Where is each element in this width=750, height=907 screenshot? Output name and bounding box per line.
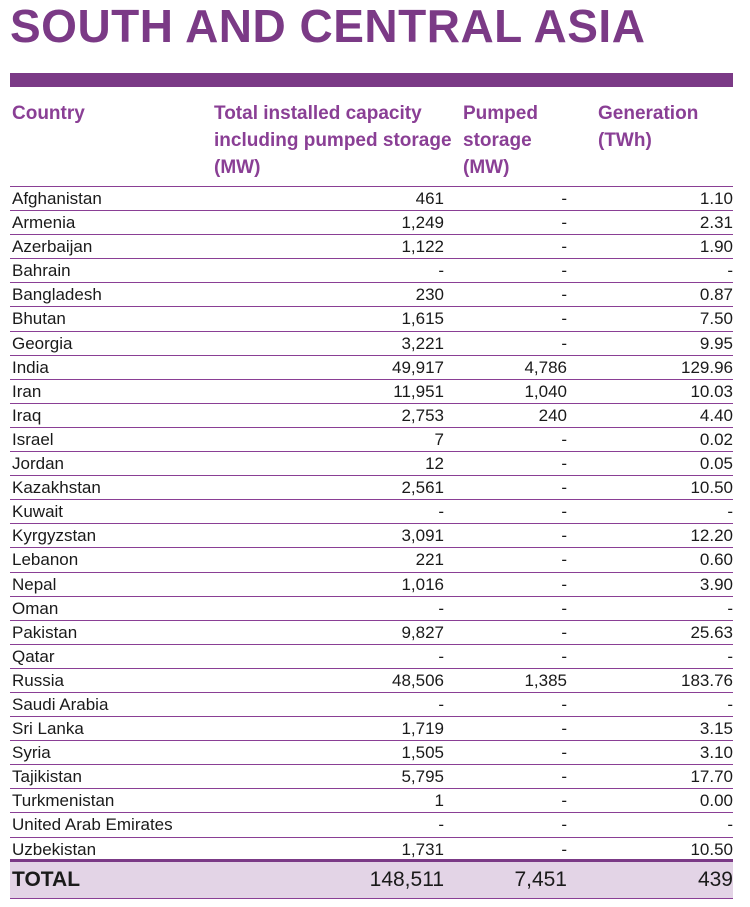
cell-pumped-storage: - xyxy=(561,791,567,811)
cell-generation: 25.63 xyxy=(690,622,733,642)
header-generation: Generation (TWh) xyxy=(598,103,699,151)
header-pumped-storage: Pumped storage (MW) xyxy=(463,103,538,178)
cell-total-capacity: 48,506 xyxy=(392,670,444,690)
total-capacity-value: 148,511 xyxy=(369,868,444,891)
cell-total-capacity: - xyxy=(438,694,444,714)
cell-generation: 0.00 xyxy=(699,791,733,811)
cell-generation: 10.50 xyxy=(690,478,733,498)
cell-pumped-storage: - xyxy=(561,261,567,281)
cell-generation: 3.90 xyxy=(699,574,733,594)
table-row xyxy=(10,211,733,235)
table-row xyxy=(10,813,733,837)
cell-pumped-storage: - xyxy=(561,502,567,522)
cell-pumped-storage: - xyxy=(561,478,567,498)
cell-country: Bhutan xyxy=(12,309,66,329)
cell-generation: 2.31 xyxy=(699,213,733,233)
table-row xyxy=(10,500,733,524)
cell-pumped-storage: - xyxy=(561,598,567,618)
cell-pumped-storage: - xyxy=(561,429,567,449)
cell-total-capacity: 11,951 xyxy=(393,381,444,401)
cell-country: Qatar xyxy=(12,646,55,666)
cell-country: United Arab Emirates xyxy=(12,815,173,835)
cell-generation: 10.03 xyxy=(690,381,733,401)
cell-generation: 4.40 xyxy=(699,405,733,425)
cell-total-capacity: 1,505 xyxy=(401,743,444,763)
cell-total-capacity: 49,917 xyxy=(392,357,444,377)
cell-generation: - xyxy=(727,598,733,618)
table-body xyxy=(10,186,733,862)
table-row xyxy=(10,621,733,645)
table-total-row xyxy=(10,859,733,899)
cell-generation: 17.70 xyxy=(690,767,733,787)
cell-country: Bahrain xyxy=(12,261,71,281)
cell-country: Saudi Arabia xyxy=(12,694,109,714)
cell-pumped-storage: - xyxy=(561,694,567,714)
cell-generation: 9.95 xyxy=(699,333,733,353)
table-row xyxy=(10,838,733,862)
cell-generation: - xyxy=(727,646,733,666)
cell-pumped-storage: 1,385 xyxy=(524,670,567,690)
cell-total-capacity: 9,827 xyxy=(401,622,444,642)
cell-total-capacity: 3,221 xyxy=(401,333,444,353)
table-row xyxy=(10,741,733,765)
cell-total-capacity: 1,016 xyxy=(401,574,444,594)
cell-country: Turkmenistan xyxy=(12,791,115,811)
cell-country: Lebanon xyxy=(12,550,79,570)
cell-pumped-storage: - xyxy=(561,285,567,305)
table-row xyxy=(10,524,733,548)
cell-pumped-storage: - xyxy=(561,622,567,642)
cell-total-capacity: 3,091 xyxy=(401,526,444,546)
cell-generation: 1.10 xyxy=(699,189,733,208)
cell-total-capacity: 1,122 xyxy=(401,237,444,257)
cell-country: Afghanistan xyxy=(12,189,102,208)
cell-pumped-storage: - xyxy=(561,454,567,474)
cell-pumped-storage: - xyxy=(561,646,567,666)
header-country: Country xyxy=(12,103,85,124)
cell-total-capacity: 1,719 xyxy=(401,719,444,739)
cell-generation: 129.96 xyxy=(681,357,733,377)
cell-total-capacity: 221 xyxy=(415,550,444,570)
cell-total-capacity: 461 xyxy=(415,189,444,208)
cell-generation: - xyxy=(727,694,733,714)
cell-total-capacity: - xyxy=(438,502,444,522)
cell-generation: 3.15 xyxy=(699,719,733,739)
table-row xyxy=(10,428,733,452)
page-title: SOUTH AND CENTRAL ASIA xyxy=(10,0,646,52)
table-row xyxy=(10,597,733,621)
table-row xyxy=(10,573,733,597)
cell-total-capacity: 7 xyxy=(434,429,444,449)
cell-generation: 10.50 xyxy=(690,839,733,859)
cell-total-capacity: 1,615 xyxy=(401,309,444,329)
cell-country: Nepal xyxy=(12,574,57,594)
table-row xyxy=(10,789,733,813)
cell-country: India xyxy=(12,357,49,377)
cell-pumped-storage: - xyxy=(561,526,567,546)
cell-pumped-storage: 4,786 xyxy=(524,357,567,377)
cell-total-capacity: 1 xyxy=(434,791,444,811)
cell-generation: - xyxy=(727,815,733,835)
cell-country: Iran xyxy=(12,381,42,401)
total-generation-value: 439 xyxy=(697,868,733,891)
cell-pumped-storage: - xyxy=(561,767,567,787)
header-total-capacity: Total installed capacity including pumped storage (MW) xyxy=(214,103,452,178)
cell-total-capacity: 2,753 xyxy=(401,405,444,425)
table-row xyxy=(10,669,733,693)
cell-country: Kazakhstan xyxy=(12,478,101,498)
cell-pumped-storage: - xyxy=(561,574,567,594)
cell-generation: 0.02 xyxy=(699,429,733,449)
cell-total-capacity: - xyxy=(438,598,444,618)
cell-pumped-storage: - xyxy=(561,719,567,739)
title-divider-bar xyxy=(10,73,733,87)
cell-country: Bangladesh xyxy=(12,285,102,305)
cell-generation: 0.87 xyxy=(699,285,733,305)
cell-country: Uzbekistan xyxy=(12,839,97,859)
cell-pumped-storage: - xyxy=(561,743,567,763)
cell-generation: - xyxy=(727,261,733,281)
cell-generation: - xyxy=(727,502,733,522)
table-row xyxy=(10,452,733,476)
cell-country: Oman xyxy=(12,598,59,618)
cell-country: Sri Lanka xyxy=(12,719,84,739)
cell-generation: 3.10 xyxy=(699,743,733,763)
cell-country: Azerbaijan xyxy=(12,237,93,257)
cell-total-capacity: 1,731 xyxy=(401,839,444,859)
cell-total-capacity: - xyxy=(438,646,444,666)
cell-pumped-storage: - xyxy=(561,550,567,570)
cell-generation: 1.90 xyxy=(699,237,733,257)
cell-country: Iraq xyxy=(12,405,42,425)
total-pumped-value: 7,451 xyxy=(514,868,567,891)
cell-generation: 183.76 xyxy=(681,670,733,690)
cell-total-capacity: 5,795 xyxy=(401,767,444,787)
table-row xyxy=(10,235,733,259)
cell-pumped-storage: 240 xyxy=(538,405,567,425)
cell-pumped-storage: - xyxy=(561,237,567,257)
table-row xyxy=(10,187,733,211)
table-header xyxy=(10,100,733,186)
total-label: TOTAL xyxy=(12,868,81,891)
cell-pumped-storage: - xyxy=(561,309,567,329)
cell-pumped-storage: - xyxy=(561,213,567,233)
cell-pumped-storage: - xyxy=(561,815,567,835)
cell-generation: 0.05 xyxy=(699,454,733,474)
table-row xyxy=(10,404,733,428)
cell-country: Kyrgyzstan xyxy=(12,526,97,546)
cell-total-capacity: - xyxy=(438,261,444,281)
table-row xyxy=(10,356,733,380)
table-row xyxy=(10,259,733,283)
table-row xyxy=(10,380,733,404)
cell-country: Kuwait xyxy=(12,502,64,522)
cell-generation: 0.60 xyxy=(699,550,733,570)
table-row xyxy=(10,476,733,500)
cell-country: Jordan xyxy=(12,454,64,474)
cell-total-capacity: - xyxy=(438,815,444,835)
cell-country: Armenia xyxy=(12,213,76,233)
cell-pumped-storage: 1,040 xyxy=(524,381,567,401)
cell-pumped-storage: - xyxy=(561,333,567,353)
cell-pumped-storage: - xyxy=(561,189,567,208)
cell-generation: 12.20 xyxy=(690,526,733,546)
cell-pumped-storage: - xyxy=(561,839,567,859)
table-row xyxy=(10,717,733,741)
cell-country: Israel xyxy=(12,429,54,449)
table-row xyxy=(10,645,733,669)
cell-total-capacity: 230 xyxy=(415,285,444,305)
cell-country: Tajikistan xyxy=(12,767,82,787)
cell-total-capacity: 2,561 xyxy=(401,478,444,498)
table-row xyxy=(10,283,733,307)
cell-country: Georgia xyxy=(12,333,73,353)
cell-total-capacity: 1,249 xyxy=(401,213,444,233)
table-row xyxy=(10,332,733,356)
table-row xyxy=(10,765,733,789)
cell-country: Russia xyxy=(12,670,64,690)
table-row xyxy=(10,548,733,572)
cell-country: Syria xyxy=(12,743,51,763)
table-row xyxy=(10,307,733,331)
cell-generation: 7.50 xyxy=(699,309,733,329)
table-row xyxy=(10,693,733,717)
cell-country: Pakistan xyxy=(12,622,78,642)
cell-total-capacity: 12 xyxy=(425,454,444,474)
